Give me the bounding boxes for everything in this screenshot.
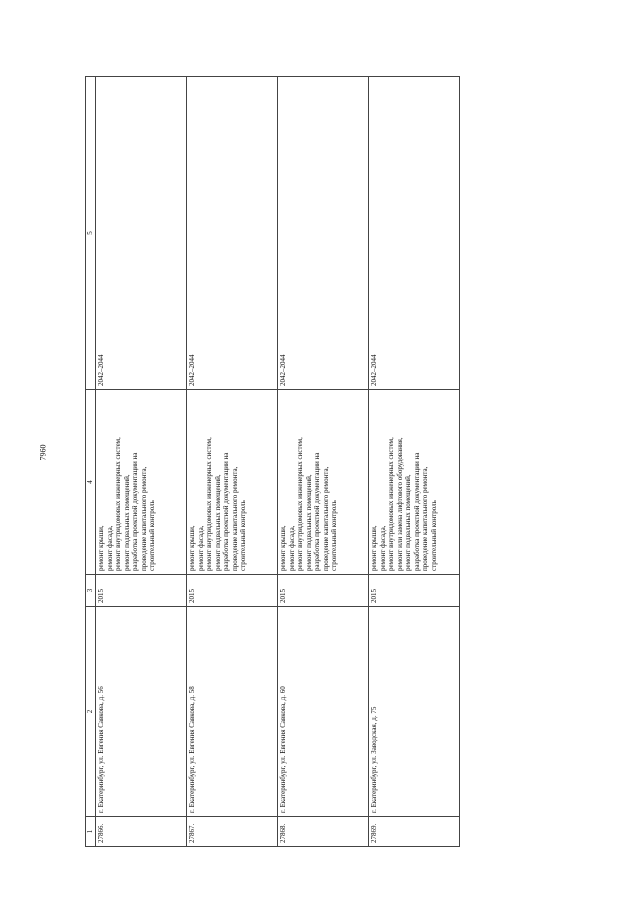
table-row [96, 77, 187, 847]
work-item: разработка проектной документации на [412, 452, 421, 571]
work-item: проведение капитального ремонта, [230, 466, 239, 571]
address: г. Екатеринбург, ул. Евгения Савкова, д. 60 [278, 607, 369, 817]
work-item: ремонт или замена лифтового оборудования, [395, 437, 404, 571]
header-row [86, 77, 96, 847]
work-item: ремонт внутридомовых инженерных систем, [387, 437, 395, 571]
work-item: ремонт подвальных помещений, [304, 474, 313, 571]
work-item: проведение капитального ремонта, [421, 466, 429, 571]
table-row [278, 77, 369, 847]
row-number: 27869. [369, 817, 460, 847]
work-item: строительный контроль [239, 500, 247, 571]
row-number: 27867. [187, 817, 278, 847]
work-item: ремонт крыши, [279, 525, 287, 571]
header-col-3: 3 [86, 575, 96, 607]
work-item: разработка проектной документации на [222, 452, 230, 571]
works-list [369, 390, 460, 575]
work-item: строительный контроль [429, 500, 438, 571]
work-item: ремонт подвальных помещений, [213, 474, 222, 571]
work-item: ремонт фасада, [196, 525, 205, 571]
work-item: ремонт подвальных помещений, [122, 474, 131, 571]
table-row [369, 77, 460, 847]
work-item: ремонт крыши, [188, 525, 196, 571]
header-col-5: 5 [86, 77, 96, 390]
page-number: 7960 [38, 444, 48, 461]
work-item: ремонт крыши, [370, 525, 378, 571]
row-number: 27866. [96, 817, 187, 847]
header-col-2: 2 [86, 607, 96, 817]
works-list [187, 390, 278, 575]
address: г. Екатеринбург, ул. Заводская, д. 75 [369, 607, 460, 817]
period: 2042–2044 [187, 77, 278, 390]
work-item: ремонт фасада, [287, 525, 296, 571]
table-frame [85, 77, 485, 847]
address: г. Екатеринбург, ул. Евгения Савкова, д. 58 [187, 607, 278, 817]
works-list [96, 390, 187, 575]
works-list [278, 390, 369, 575]
year: 2015 [369, 575, 460, 607]
work-item: проведение капитального ремонта, [321, 466, 330, 571]
work-item: разработка проектной документации на [131, 452, 139, 571]
work-item: строительный контроль [330, 500, 338, 571]
work-item: ремонт внутридомовых инженерных систем, [114, 437, 122, 571]
header-col-4: 4 [86, 390, 96, 575]
header-col-1: 1 [86, 817, 96, 847]
work-item: ремонт фасада, [105, 525, 114, 571]
work-item: строительный контроль [148, 500, 156, 571]
work-item: ремонт подвальных помещений, [404, 474, 412, 571]
period: 2042–2044 [278, 77, 369, 390]
address: г. Екатеринбург, ул. Евгения Савкова, д. 56 [96, 607, 187, 817]
table-row [187, 77, 278, 847]
work-item: ремонт фасада, [378, 525, 387, 571]
period: 2042–2044 [96, 77, 187, 390]
year: 2015 [96, 575, 187, 607]
year: 2015 [278, 575, 369, 607]
period: 2042–2044 [369, 77, 460, 390]
repair-schedule-table [85, 76, 460, 847]
work-item: проведение капитального ремонта, [139, 466, 148, 571]
year: 2015 [187, 575, 278, 607]
work-item: разработка проектной документации на [313, 452, 321, 571]
work-item: ремонт внутридомовых инженерных систем, [296, 437, 304, 571]
table-rotated-container [85, 77, 485, 847]
work-item: ремонт внутридомовых инженерных систем, [205, 437, 213, 571]
row-number: 27868. [278, 817, 369, 847]
work-item: ремонт крыши, [97, 525, 105, 571]
